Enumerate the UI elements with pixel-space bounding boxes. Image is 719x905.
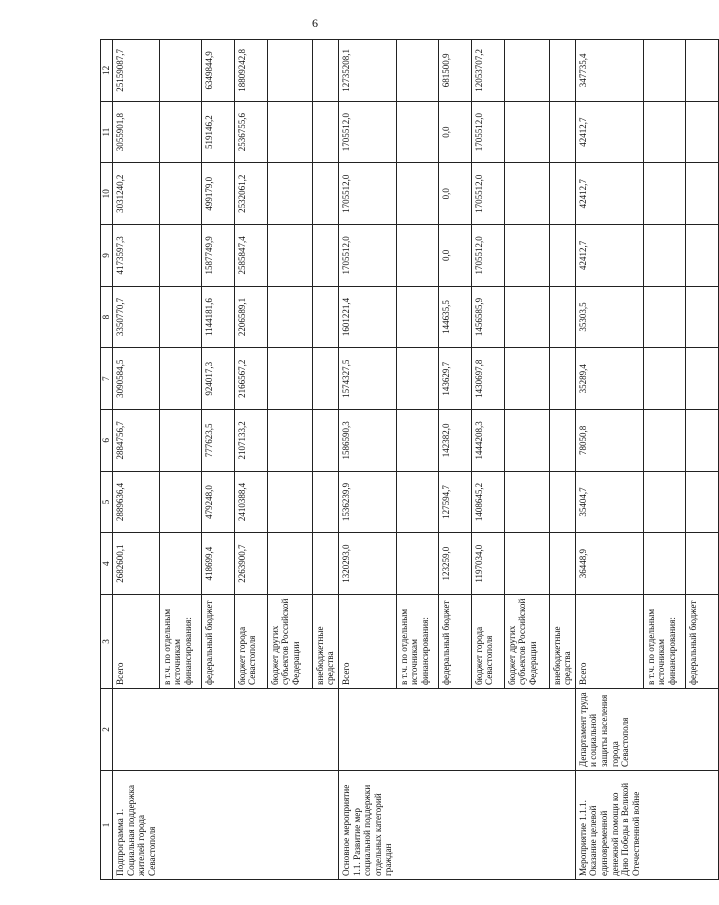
amount-cell [685, 410, 718, 472]
executor-cell [267, 689, 312, 771]
table-row [471, 40, 504, 880]
amount-cell: 2884756,7 [113, 410, 160, 472]
program-title-cell [438, 771, 471, 880]
table-row [339, 40, 396, 880]
amount-cell [504, 348, 549, 410]
table-row [201, 40, 234, 880]
amount-cell [396, 101, 438, 163]
amount-cell: 347735,4 [575, 40, 643, 102]
executor-cell [339, 689, 396, 771]
column-number-cell: 3 [101, 595, 113, 689]
amount-cell: 2536755,6 [234, 101, 267, 163]
amount-cell: 35289,4 [575, 348, 643, 410]
amount-cell: 3350770,7 [113, 286, 160, 348]
table-row [643, 40, 685, 880]
amount-cell: 2263900,7 [234, 533, 267, 595]
amount-cell: 1536239,9 [339, 471, 396, 533]
amount-cell: 2206589,1 [234, 286, 267, 348]
amount-cell: 924017,3 [201, 348, 234, 410]
amount-cell [643, 225, 685, 287]
program-title-cell [504, 771, 549, 880]
amount-cell [685, 225, 718, 287]
executor-cell [471, 689, 504, 771]
amount-cell: 1601221,4 [339, 286, 396, 348]
amount-cell [549, 40, 575, 102]
amount-cell [549, 286, 575, 348]
amount-cell: 1586590,3 [339, 410, 396, 472]
amount-cell [159, 225, 201, 287]
amount-cell: 1197034,0 [471, 533, 504, 595]
amount-cell [549, 348, 575, 410]
amount-cell [685, 348, 718, 410]
amount-cell: 1705512,0 [471, 225, 504, 287]
funding-table-body [101, 40, 719, 880]
table-row [267, 40, 312, 880]
amount-cell: 1705512,0 [471, 101, 504, 163]
amount-cell [312, 533, 338, 595]
amount-cell: 42412,7 [575, 101, 643, 163]
column-number-cell: 4 [101, 533, 113, 595]
amount-cell [312, 40, 338, 102]
executor-cell [234, 689, 267, 771]
amount-cell: 2410388,4 [234, 471, 267, 533]
table-row [234, 40, 267, 880]
amount-cell [643, 286, 685, 348]
program-title-cell: Мероприятие 1.1.1. Оказание целевой единовременной денежной помощи ко Дню Победы в Великой Отечественной войне [575, 771, 643, 880]
amount-cell: 35303,5 [575, 286, 643, 348]
amount-cell [159, 410, 201, 472]
funding-source-cell: бюджет города Севастополя [471, 595, 504, 689]
executor-cell [159, 689, 201, 771]
amount-cell: 42412,7 [575, 163, 643, 225]
amount-cell [643, 348, 685, 410]
rotated-table-container [100, 40, 698, 880]
program-title-cell [267, 771, 312, 880]
program-title-cell: Основное мероприятие 1.1. Развитие мер социальной поддержки отдельных категорий граждан [339, 771, 396, 880]
amount-cell [549, 225, 575, 287]
funding-source-cell: внебюджетные средства [312, 595, 338, 689]
funding-source-cell: бюджет других субъектов Российской Федерации [267, 595, 312, 689]
table-row [312, 40, 338, 880]
program-title-cell: Подпрограмма 1. Социальная поддержка жителей города Севастополя [113, 771, 160, 880]
amount-cell [685, 163, 718, 225]
amount-cell: 2532061,2 [234, 163, 267, 225]
amount-cell: 12735208,1 [339, 40, 396, 102]
table-row [438, 40, 471, 880]
amount-cell: 0,0 [438, 163, 471, 225]
amount-cell [685, 286, 718, 348]
funding-source-cell: федеральный бюджет [201, 595, 234, 689]
amount-cell: 78050,8 [575, 410, 643, 472]
table-row [113, 40, 160, 880]
executor-cell [312, 689, 338, 771]
amount-cell: 143629,7 [438, 348, 471, 410]
amount-cell [312, 163, 338, 225]
table-row [575, 40, 643, 880]
amount-cell: 1320293,0 [339, 533, 396, 595]
executor-cell [113, 689, 160, 771]
amount-cell [267, 40, 312, 102]
amount-cell [396, 163, 438, 225]
column-number-cell: 10 [101, 163, 113, 225]
amount-cell [685, 533, 718, 595]
amount-cell [159, 101, 201, 163]
amount-cell: 42412,7 [575, 225, 643, 287]
amount-cell [267, 163, 312, 225]
column-number-row [101, 40, 113, 880]
program-title-cell [685, 771, 718, 880]
amount-cell: 25159087,7 [113, 40, 160, 102]
amount-cell [549, 533, 575, 595]
amount-cell: 479248,0 [201, 471, 234, 533]
amount-cell: 18809242,8 [234, 40, 267, 102]
amount-cell: 418699,4 [201, 533, 234, 595]
amount-cell [312, 410, 338, 472]
table-row [504, 40, 549, 880]
funding-source-cell: в т.ч. по отдельным источникам финансирования: [396, 595, 438, 689]
amount-cell [396, 40, 438, 102]
executor-cell [643, 689, 685, 771]
amount-cell: 777623,5 [201, 410, 234, 472]
funding-source-cell: бюджет других субъектов Российской Федерации [504, 595, 549, 689]
amount-cell [396, 348, 438, 410]
amount-cell [643, 163, 685, 225]
amount-cell: 1408645,2 [471, 471, 504, 533]
amount-cell: 0,0 [438, 101, 471, 163]
amount-cell [685, 101, 718, 163]
amount-cell: 123259,0 [438, 533, 471, 595]
funding-source-cell: Всего [575, 595, 643, 689]
program-title-cell [234, 771, 267, 880]
amount-cell: 35404,7 [575, 471, 643, 533]
amount-cell [159, 163, 201, 225]
amount-cell [685, 471, 718, 533]
program-title-cell [643, 771, 685, 880]
column-number-cell: 6 [101, 410, 113, 472]
amount-cell [643, 101, 685, 163]
amount-cell: 6349844,9 [201, 40, 234, 102]
amount-cell [549, 101, 575, 163]
amount-cell: 127594,7 [438, 471, 471, 533]
amount-cell: 2889636,4 [113, 471, 160, 533]
column-number-cell: 1 [101, 771, 113, 880]
amount-cell [159, 286, 201, 348]
amount-cell [159, 40, 201, 102]
executor-cell [396, 689, 438, 771]
executor-cell: Департамент труда и социальной защиты населения города Севастополя [575, 689, 643, 771]
amount-cell [643, 471, 685, 533]
table-row [159, 40, 201, 880]
column-number-cell: 5 [101, 471, 113, 533]
funding-source-cell: бюджет города Севастополя [234, 595, 267, 689]
amount-cell: 1705512,0 [471, 163, 504, 225]
amount-cell [267, 225, 312, 287]
funding-source-cell: в т.ч. по отдельным источникам финансирования: [643, 595, 685, 689]
column-number-cell: 2 [101, 689, 113, 771]
table-row [549, 40, 575, 880]
column-number-cell: 11 [101, 101, 113, 163]
amount-cell [504, 101, 549, 163]
funding-source-cell: Всего [113, 595, 160, 689]
amount-cell: 1705512,0 [339, 225, 396, 287]
amount-cell [267, 286, 312, 348]
amount-cell [504, 410, 549, 472]
executor-cell [549, 689, 575, 771]
page-number: 6 [312, 16, 318, 30]
amount-cell [549, 163, 575, 225]
amount-cell [159, 533, 201, 595]
amount-cell: 2107133,2 [234, 410, 267, 472]
amount-cell [267, 101, 312, 163]
amount-cell: 3055901,8 [113, 101, 160, 163]
amount-cell [267, 471, 312, 533]
amount-cell [504, 471, 549, 533]
amount-cell [549, 471, 575, 533]
amount-cell: 144635,5 [438, 286, 471, 348]
column-number-cell: 12 [101, 40, 113, 102]
amount-cell [396, 533, 438, 595]
amount-cell: 2682600,1 [113, 533, 160, 595]
executor-cell [201, 689, 234, 771]
amount-cell [159, 471, 201, 533]
table-row [685, 40, 718, 880]
amount-cell [267, 533, 312, 595]
amount-cell [643, 533, 685, 595]
funding-table [100, 39, 719, 880]
amount-cell [396, 471, 438, 533]
amount-cell: 1444208,3 [471, 410, 504, 472]
amount-cell [312, 286, 338, 348]
amount-cell [504, 225, 549, 287]
program-title-cell [159, 771, 201, 880]
amount-cell: 0,0 [438, 225, 471, 287]
funding-source-cell: в т.ч. по отдельным источникам финансирования: [159, 595, 201, 689]
amount-cell: 1430697,8 [471, 348, 504, 410]
funding-source-cell: внебюджетные средства [549, 595, 575, 689]
amount-cell: 142382,0 [438, 410, 471, 472]
table-row [396, 40, 438, 880]
amount-cell: 2166567,2 [234, 348, 267, 410]
amount-cell [504, 533, 549, 595]
amount-cell: 1705512,0 [339, 163, 396, 225]
funding-source-cell: федеральный бюджет [438, 595, 471, 689]
amount-cell [643, 410, 685, 472]
amount-cell: 36448,9 [575, 533, 643, 595]
amount-cell [549, 410, 575, 472]
program-title-cell [471, 771, 504, 880]
program-title-cell [396, 771, 438, 880]
amount-cell [396, 225, 438, 287]
amount-cell: 1144181,6 [201, 286, 234, 348]
column-number-cell: 9 [101, 225, 113, 287]
amount-cell [643, 40, 685, 102]
amount-cell: 3090584,5 [113, 348, 160, 410]
amount-cell: 4173597,3 [113, 225, 160, 287]
amount-cell: 12053707,2 [471, 40, 504, 102]
funding-source-cell: Всего [339, 595, 396, 689]
amount-cell [159, 348, 201, 410]
executor-cell [685, 689, 718, 771]
amount-cell [504, 286, 549, 348]
amount-cell [504, 163, 549, 225]
amount-cell [312, 348, 338, 410]
amount-cell [396, 286, 438, 348]
amount-cell: 681500,9 [438, 40, 471, 102]
column-number-cell: 8 [101, 286, 113, 348]
amount-cell: 499179,0 [201, 163, 234, 225]
amount-cell: 1705512,0 [339, 101, 396, 163]
amount-cell [312, 471, 338, 533]
amount-cell: 519146,2 [201, 101, 234, 163]
amount-cell [312, 225, 338, 287]
amount-cell: 1587749,9 [201, 225, 234, 287]
funding-source-cell: федеральный бюджет [685, 595, 718, 689]
amount-cell [267, 348, 312, 410]
program-title-cell [549, 771, 575, 880]
amount-cell [685, 40, 718, 102]
amount-cell: 3031240,2 [113, 163, 160, 225]
program-title-cell [312, 771, 338, 880]
executor-cell [438, 689, 471, 771]
amount-cell [396, 410, 438, 472]
executor-cell [504, 689, 549, 771]
program-title-cell [201, 771, 234, 880]
amount-cell: 2585847,4 [234, 225, 267, 287]
amount-cell: 1456585,9 [471, 286, 504, 348]
amount-cell [504, 40, 549, 102]
amount-cell [267, 410, 312, 472]
column-number-cell: 7 [101, 348, 113, 410]
amount-cell [312, 101, 338, 163]
amount-cell: 1574327,5 [339, 348, 396, 410]
